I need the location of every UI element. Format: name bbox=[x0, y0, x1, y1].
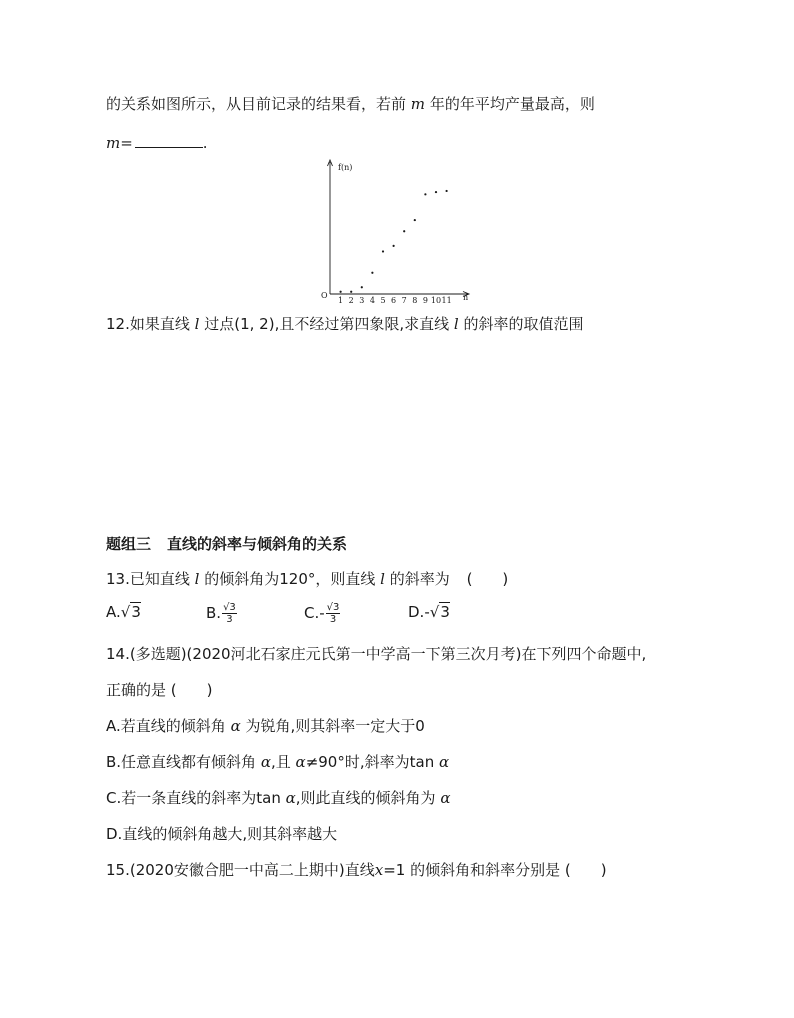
option-a: A.√3 bbox=[106, 603, 141, 621]
data-point bbox=[340, 291, 342, 293]
data-point bbox=[435, 191, 437, 193]
data-point bbox=[403, 230, 405, 232]
y-axis-label: f(n) bbox=[338, 163, 353, 172]
q11-answer-line: m= . bbox=[106, 134, 208, 152]
x-axis-label: n bbox=[463, 293, 469, 302]
var-x: x bbox=[374, 861, 384, 879]
data-point bbox=[446, 190, 448, 192]
data-point bbox=[371, 272, 373, 274]
q13-line: 13.已知直线 l 的倾斜角为120°，则直线 l 的斜率为 ( ) bbox=[106, 570, 509, 588]
q14-option-a: A.若直线的倾斜角 α 为锐角,则其斜率一定大于0 bbox=[106, 717, 425, 735]
data-point bbox=[393, 245, 395, 247]
data-point bbox=[350, 291, 352, 293]
var-m: m bbox=[410, 95, 426, 113]
answer-prefix: m= bbox=[106, 134, 133, 152]
x-tick-label: 9 bbox=[422, 296, 428, 305]
q14-option-b: B.任意直线都有倾斜角 α,且 α≠90°时,斜率为tan α bbox=[106, 753, 450, 771]
data-point bbox=[361, 286, 363, 288]
option-d: D.-√3 bbox=[408, 603, 450, 621]
option-b: B. $\frac{√3}{3}$ bbox=[206, 602, 236, 625]
q12-line: 12.如果直线 l 过点(1, 2),且不经过第四象限,求直线 l 的斜率的取值范围 bbox=[106, 315, 584, 333]
var-l: l bbox=[194, 315, 200, 333]
option-c: C.- $\frac{√3}{3}$ bbox=[304, 602, 340, 625]
var-l: l bbox=[380, 570, 385, 588]
data-point bbox=[424, 193, 426, 195]
section-heading: 题组三 直线的斜率与倾斜角的关系 bbox=[106, 535, 348, 553]
x-tick-label: 5 bbox=[380, 296, 386, 305]
origin-label: O bbox=[321, 291, 328, 300]
x-tick-label: 4 bbox=[369, 296, 375, 305]
scatter-graph bbox=[318, 156, 478, 306]
answer-blank bbox=[135, 133, 203, 148]
q14-option-c: C.若一条直线的斜率为tan α,则此直线的倾斜角为 α bbox=[106, 789, 451, 807]
x-tick-label: 11 bbox=[441, 296, 452, 305]
x-tick-label: 10 bbox=[430, 296, 442, 305]
x-tick-label: 8 bbox=[412, 296, 418, 305]
q11-line1: 的关系如图所示，从目前记录的结果看，若前 m 年的年平均产量最高，则 bbox=[106, 95, 595, 113]
x-tick-label: 3 bbox=[359, 296, 365, 305]
q14-option-d: D.直线的倾斜角越大,则其斜率越大 bbox=[106, 825, 338, 843]
var-l: l bbox=[194, 570, 200, 588]
q15-line: 15.(2020安徽合肥一中高二上期中)直线x=1 的倾斜角和斜率分别是 ( ) bbox=[106, 861, 607, 879]
x-tick-label: 7 bbox=[401, 296, 407, 305]
q14-line1: 14.(多选题)(2020河北石家庄元氏第一中学高一下第三次月考)在下列四个命题中, bbox=[106, 645, 647, 663]
data-point bbox=[382, 250, 384, 252]
data-point bbox=[414, 219, 416, 221]
x-tick-label: 1 bbox=[338, 296, 344, 305]
x-tick-label: 2 bbox=[348, 296, 354, 305]
q14-line2: 正确的是 ( ) bbox=[106, 681, 213, 699]
var-l: l bbox=[453, 315, 459, 333]
x-tick-label: 6 bbox=[391, 296, 397, 305]
